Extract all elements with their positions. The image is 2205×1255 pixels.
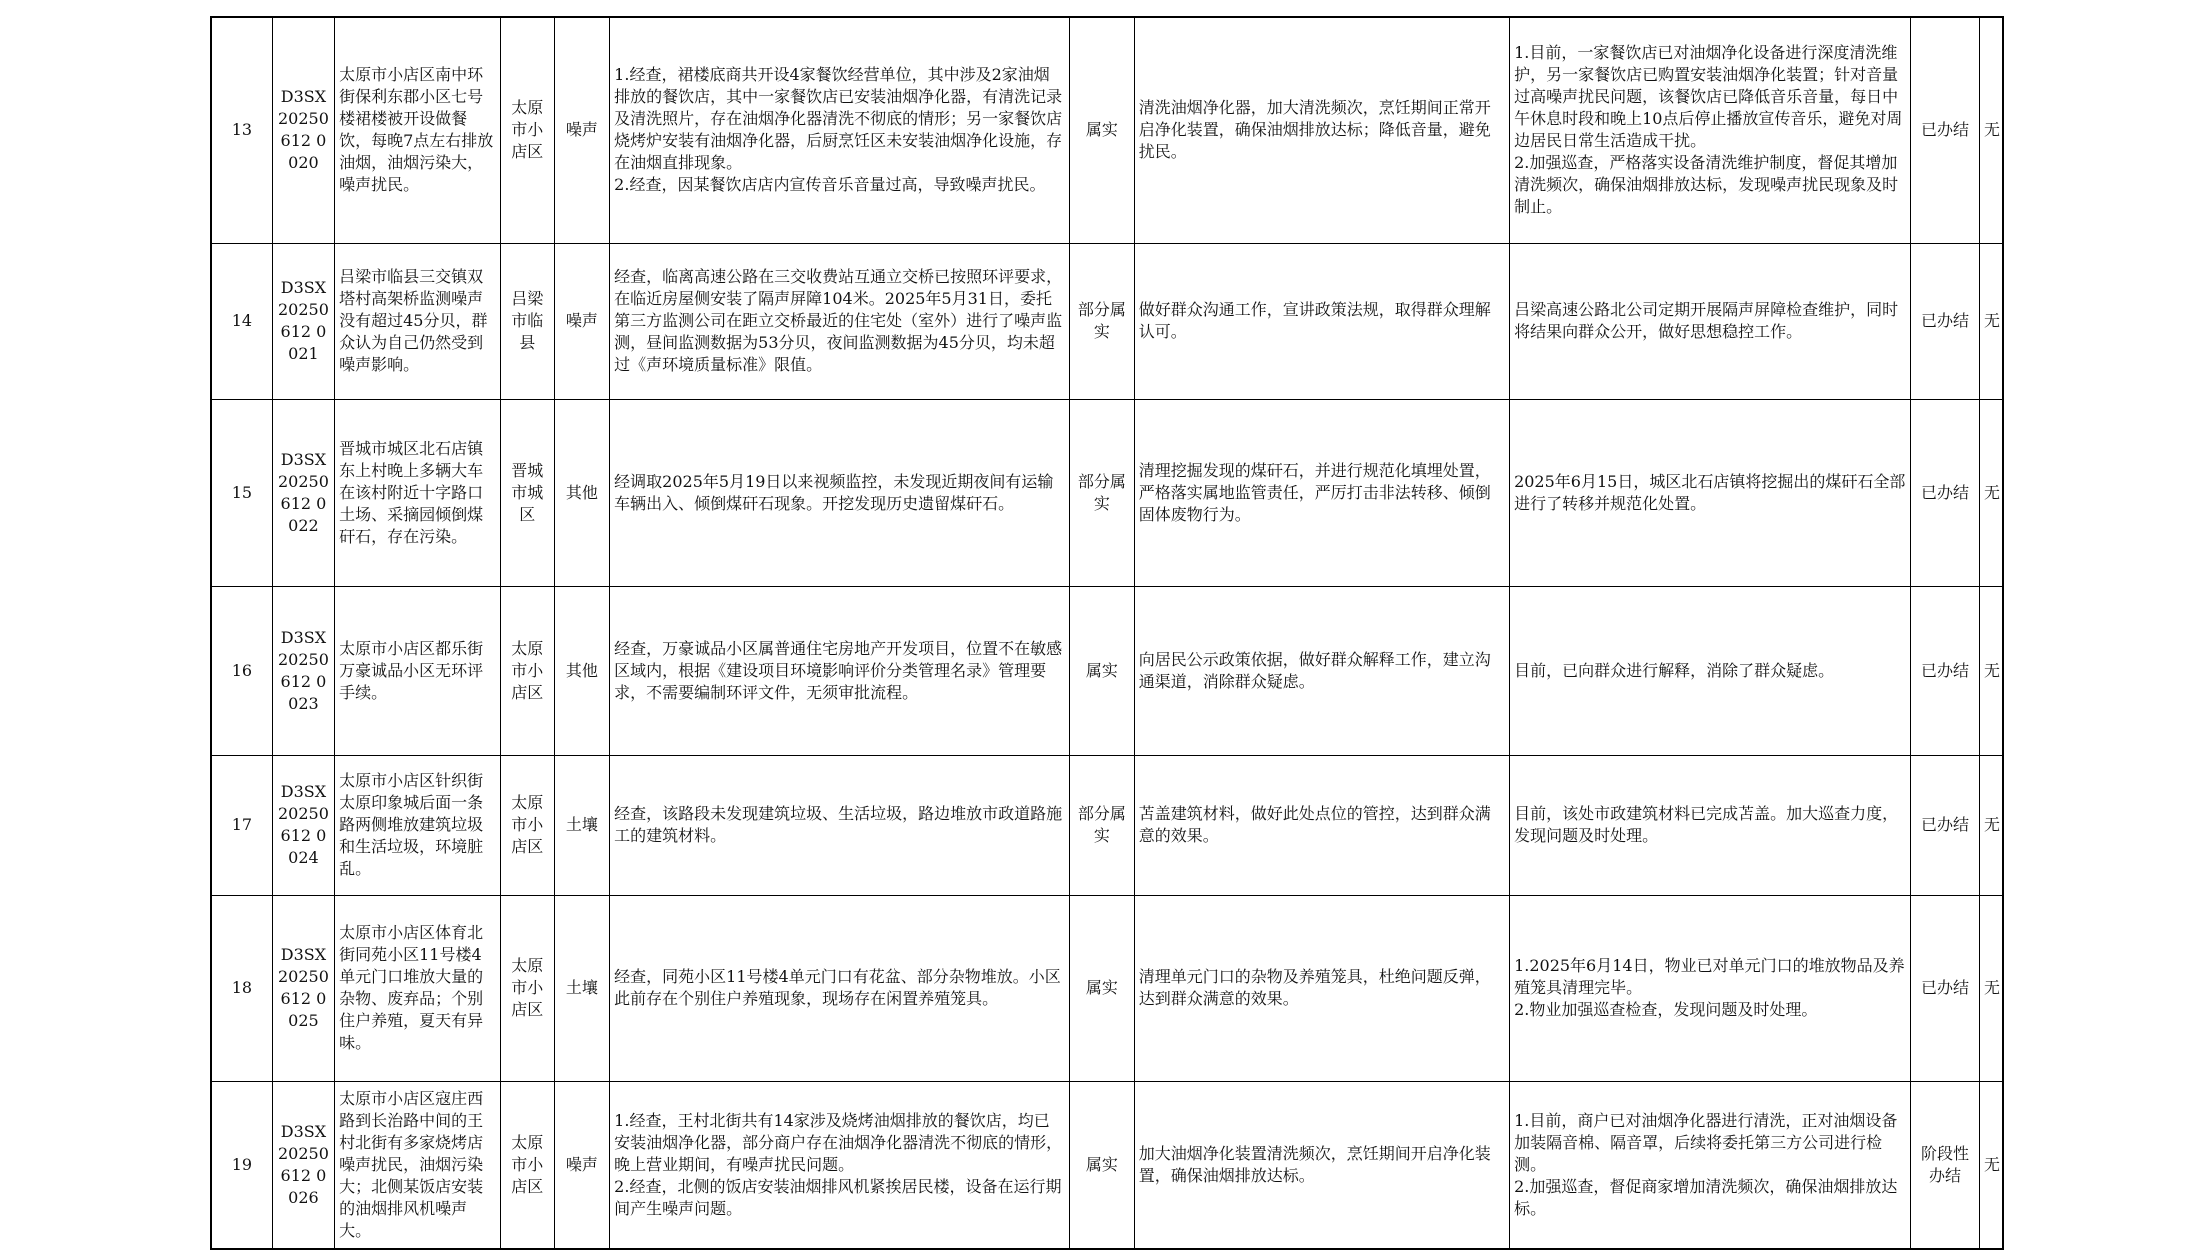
accountability: 无 bbox=[1980, 243, 2003, 399]
case-status: 已办结 bbox=[1911, 586, 1980, 755]
case-code: D3SX20250612 0020 bbox=[272, 17, 334, 243]
complaint-text: 太原市小店区针织街太原印象城后面一条路两侧堆放建筑垃圾和生活垃圾，环境脏乱。 bbox=[335, 755, 501, 895]
investigation-findings: 经查，临离高速公路在三交收费站互通立交桥已按照环评要求，在临近房屋侧安装了隔声屏障104米。2025年5月31日，委托第三方监测公司在距立交桥最近的住宅处（室外）进行了噪声监测，昼间监测数据为53分贝，夜间监测数据为45分贝，均未超过《声环境质量标准》限值。 bbox=[610, 243, 1070, 399]
row-number: 18 bbox=[211, 895, 272, 1081]
district: 太原市小店区 bbox=[501, 755, 554, 895]
rectification-progress: 目前，已向群众进行解释，消除了群众疑虑。 bbox=[1510, 586, 1911, 755]
district: 太原市小店区 bbox=[501, 586, 554, 755]
rectification-progress: 2025年6月15日，城区北石店镇将挖掘出的煤矸石全部进行了转移并规范化处置。 bbox=[1510, 399, 1911, 586]
investigation-findings: 1.经查，裙楼底商共开设4家餐饮经营单位，其中涉及2家油烟排放的餐饮店，其中一家餐饮店已安装油烟净化器，有清洗记录及清洗照片，存在油烟净化器清洗不彻底的情形；另一家餐饮店烧烤炉安装有油烟净化器，后厨烹饪区未安装油烟净化设施，存在油烟直排现象。 2.经查，因某餐饮店店内宣传音乐音量过高，导致噪声扰民。 bbox=[610, 17, 1070, 243]
pollution-category: 噪声 bbox=[554, 243, 610, 399]
pollution-category: 噪声 bbox=[554, 1081, 610, 1249]
complaint-table bbox=[210, 16, 2004, 1250]
complaint-text: 太原市小店区都乐街万豪诚品小区无环评手续。 bbox=[335, 586, 501, 755]
district: 太原市小店区 bbox=[501, 895, 554, 1081]
table-row bbox=[211, 243, 2003, 399]
case-code: D3SX20250612 0026 bbox=[272, 1081, 334, 1249]
investigation-findings: 经查，同苑小区11号楼4单元门口有花盆、部分杂物堆放。小区此前存在个别住户养殖现象，现场存在闲置养殖笼具。 bbox=[610, 895, 1070, 1081]
row-number: 17 bbox=[211, 755, 272, 895]
rectification-progress: 1.目前，一家餐饮店已对油烟净化设备进行深度清洗维护，另一家餐饮店已购置安装油烟净化装置；针对音量过高噪声扰民问题，该餐饮店已降低音乐音量，每日中午休息时段和晚上10点后停止播放宣传音乐，避免对周边居民日常生活造成干扰。 2.加强巡查，严格落实设备清洗维护制度，督促其增加清洗频次，确保油烟排放达标，发现噪声扰民现象及时制止。 bbox=[1510, 17, 1911, 243]
district: 吕梁市临县 bbox=[501, 243, 554, 399]
complaint-text: 太原市小店区体育北街同苑小区11号楼4单元门口堆放大量的杂物、废弃品；个别住户养殖，夏天有异味。 bbox=[335, 895, 501, 1081]
case-status: 已办结 bbox=[1911, 755, 1980, 895]
row-number: 14 bbox=[211, 243, 272, 399]
row-number: 16 bbox=[211, 586, 272, 755]
verdict: 属实 bbox=[1070, 17, 1135, 243]
table-row bbox=[211, 895, 2003, 1081]
complaint-text: 晋城市城区北石店镇东上村晚上多辆大车在该村附近十字路口土场、采摘园倾倒煤矸石，存在污染。 bbox=[335, 399, 501, 586]
rectification-progress: 吕梁高速公路北公司定期开展隔声屏障检查维护，同时将结果向群众公开，做好思想稳控工作。 bbox=[1510, 243, 1911, 399]
pollution-category: 土壤 bbox=[554, 895, 610, 1081]
accountability: 无 bbox=[1980, 1081, 2003, 1249]
verdict: 部分属实 bbox=[1070, 755, 1135, 895]
case-status: 已办结 bbox=[1911, 17, 1980, 243]
verdict: 部分属实 bbox=[1070, 243, 1135, 399]
case-code: D3SX20250612 0024 bbox=[272, 755, 334, 895]
accountability: 无 bbox=[1980, 17, 2003, 243]
complaint-text: 太原市小店区寇庄西路到长治路中间的王村北街有多家烧烤店噪声扰民，油烟污染大；北侧某饭店安装的油烟排风机噪声大。 bbox=[335, 1081, 501, 1249]
investigation-findings: 经查，万豪诚品小区属普通住宅房地产开发项目，位置不在敏感区域内，根据《建设项目环境影响评价分类管理名录》管理要求，不需要编制环评文件，无须审批流程。 bbox=[610, 586, 1070, 755]
verdict: 属实 bbox=[1070, 586, 1135, 755]
accountability: 无 bbox=[1980, 399, 2003, 586]
rectification-progress: 1.2025年6月14日，物业已对单元门口的堆放物品及养殖笼具清理完毕。 2.物业加强巡查检查，发现问题及时处理。 bbox=[1510, 895, 1911, 1081]
verdict: 属实 bbox=[1070, 895, 1135, 1081]
complaint-text: 吕梁市临县三交镇双塔村高架桥监测噪声没有超过45分贝，群众认为自己仍然受到噪声影响。 bbox=[335, 243, 501, 399]
investigation-findings: 经调取2025年5月19日以来视频监控，未发现近期夜间有运输车辆出入、倾倒煤矸石现象。开挖发现历史遗留煤矸石。 bbox=[610, 399, 1070, 586]
table-row bbox=[211, 1081, 2003, 1249]
table-row bbox=[211, 586, 2003, 755]
case-code: D3SX20250612 0023 bbox=[272, 586, 334, 755]
accountability: 无 bbox=[1980, 586, 2003, 755]
rectification-measures: 向居民公示政策依据，做好群众解释工作，建立沟通渠道，消除群众疑虑。 bbox=[1134, 586, 1509, 755]
case-status: 已办结 bbox=[1911, 399, 1980, 586]
row-number: 13 bbox=[211, 17, 272, 243]
verdict: 属实 bbox=[1070, 1081, 1135, 1249]
pollution-category: 噪声 bbox=[554, 17, 610, 243]
rectification-measures: 苫盖建筑材料，做好此处点位的管控，达到群众满意的效果。 bbox=[1134, 755, 1509, 895]
rectification-measures: 做好群众沟通工作，宣讲政策法规，取得群众理解认可。 bbox=[1134, 243, 1509, 399]
pollution-category: 其他 bbox=[554, 399, 610, 586]
pollution-category: 其他 bbox=[554, 586, 610, 755]
row-number: 19 bbox=[211, 1081, 272, 1249]
accountability: 无 bbox=[1980, 755, 2003, 895]
district: 太原市小店区 bbox=[501, 1081, 554, 1249]
table-row bbox=[211, 17, 2003, 243]
verdict: 部分属实 bbox=[1070, 399, 1135, 586]
case-status: 已办结 bbox=[1911, 895, 1980, 1081]
complaint-text: 太原市小店区南中环街保利东郡小区七号楼裙楼被开设做餐饮，每晚7点左右排放油烟，油烟污染大，噪声扰民。 bbox=[335, 17, 501, 243]
accountability: 无 bbox=[1980, 895, 2003, 1081]
case-code: D3SX20250612 0021 bbox=[272, 243, 334, 399]
case-status: 已办结 bbox=[1911, 243, 1980, 399]
case-code: D3SX20250612 0022 bbox=[272, 399, 334, 586]
rectification-progress: 1.目前，商户已对油烟净化器进行清洗，正对油烟设备加装隔音棉、隔音罩，后续将委托第三方公司进行检测。 2.加强巡查，督促商家增加清洗频次，确保油烟排放达标。 bbox=[1510, 1081, 1911, 1249]
rectification-measures: 清理挖掘发现的煤矸石，并进行规范化填埋处置，严格落实属地监管责任，严厉打击非法转移、倾倒固体废物行为。 bbox=[1134, 399, 1509, 586]
case-code: D3SX20250612 0025 bbox=[272, 895, 334, 1081]
table-body bbox=[211, 17, 2003, 1249]
table-row bbox=[211, 755, 2003, 895]
case-status: 阶段性办结 bbox=[1911, 1081, 1980, 1249]
district: 晋城市城区 bbox=[501, 399, 554, 586]
table-row bbox=[211, 399, 2003, 586]
investigation-findings: 1.经查，王村北街共有14家涉及烧烤油烟排放的餐饮店，均已安装油烟净化器，部分商户存在油烟净化器清洗不彻底的情形，晚上营业期间，有噪声扰民问题。 2.经查，北侧的饭店安装油烟排风机紧挨居民楼，设备在运行期间产生噪声问题。 bbox=[610, 1081, 1070, 1249]
pollution-category: 土壤 bbox=[554, 755, 610, 895]
rectification-measures: 清理单元门口的杂物及养殖笼具，杜绝问题反弹，达到群众满意的效果。 bbox=[1134, 895, 1509, 1081]
rectification-measures: 加大油烟净化装置清洗频次，烹饪期间开启净化装置，确保油烟排放达标。 bbox=[1134, 1081, 1509, 1249]
rectification-progress: 目前，该处市政建筑材料已完成苫盖。加大巡查力度，发现问题及时处理。 bbox=[1510, 755, 1911, 895]
investigation-findings: 经查，该路段未发现建筑垃圾、生活垃圾，路边堆放市政道路施工的建筑材料。 bbox=[610, 755, 1070, 895]
district: 太原市小店区 bbox=[501, 17, 554, 243]
row-number: 15 bbox=[211, 399, 272, 586]
rectification-measures: 清洗油烟净化器，加大清洗频次，烹饪期间正常开启净化装置，确保油烟排放达标；降低音量，避免扰民。 bbox=[1134, 17, 1509, 243]
